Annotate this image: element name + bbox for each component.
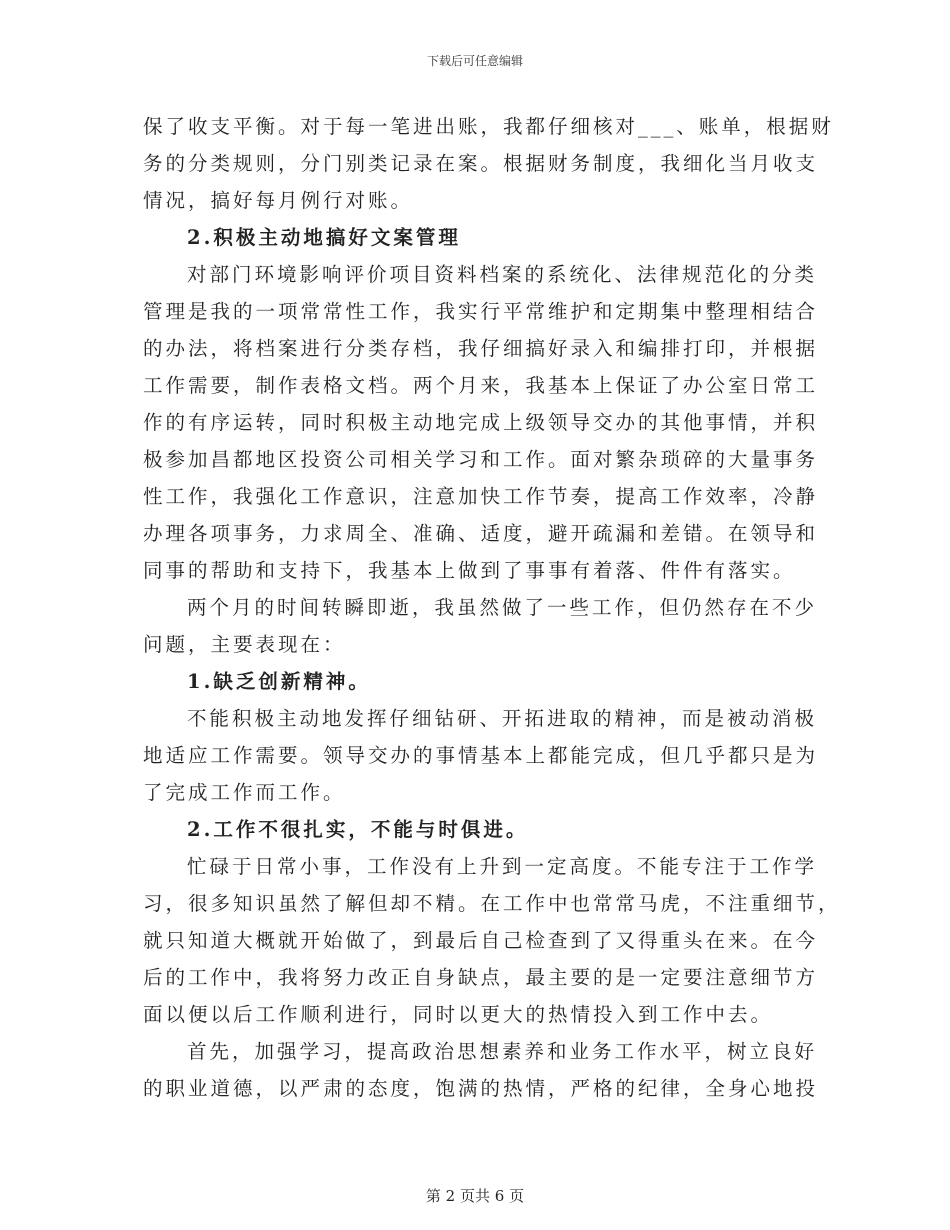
text-line: 地适应工作需要。领导交办的事情基本上都能完成，但几乎都只是为 bbox=[143, 744, 819, 767]
text-line: 的办法，将档案进行分类存档，我仔细搞好录入和编排打印，并根据 bbox=[143, 337, 819, 360]
text-line: 情况，搞好每月例行对账。 bbox=[143, 189, 414, 212]
text-line: 作的有序运转，同时积极主动地完成上级领导交办的其他事情，并积 bbox=[143, 411, 819, 434]
text-line: 了完成工作而工作。 bbox=[143, 781, 346, 804]
section-heading: 2.工作不很扎实，不能与时俱进。 bbox=[187, 818, 529, 841]
text-line: 办理各项事务，力求周全、准确、适度，避开疏漏和差错。在领导和 bbox=[143, 522, 819, 545]
text-line: 保了收支平衡。对于每一笔进出账，我都仔细核对___、账单，根据财 bbox=[143, 115, 834, 138]
body-text bbox=[143, 108, 841, 1107]
text-line: 同事的帮助和支持下，我基本上做到了事事有着落、件件有落实。 bbox=[143, 559, 796, 582]
text-line: 就只知道大概就开始做了，到最后自己检查到了又得重头在来。在今 bbox=[143, 929, 819, 952]
page-footer: 第 2 页共 6 页 bbox=[425, 1187, 525, 1205]
text-line: 工作需要，制作表格文档。两个月来，我基本上保证了办公室日常工 bbox=[143, 374, 819, 397]
text-line: 的职业道德，以严肃的态度，饱满的热情，严格的纪律，全身心地投 bbox=[143, 1077, 819, 1100]
text-line: 习，很多知识虽然了解但却不精。在工作中也常常马虎，不注重细节， bbox=[143, 892, 841, 915]
text-line: 不能积极主动地发挥仔细钻研、开拓进取的精神，而是被动消极 bbox=[187, 707, 818, 730]
text-line: 两个月的时间转瞬即逝，我虽然做了一些工作，但仍然存在不少 bbox=[187, 596, 818, 619]
section-heading: 1.缺乏创新精神。 bbox=[187, 670, 371, 693]
page-header: 下载后可任意编辑 bbox=[426, 54, 523, 68]
text-line: 对部门环境影响评价项目资料档案的系统化、法律规范化的分类 bbox=[187, 263, 818, 286]
text-line: 性工作，我强化工作意识，注意加快工作节奏，提高工作效率，冷静 bbox=[143, 485, 819, 508]
text-line: 首先，加强学习，提高政治思想素养和业务工作水平，树立良好 bbox=[187, 1040, 818, 1063]
text-line: 管理是我的一项常常性工作，我实行平常维护和定期集中整理相结合 bbox=[143, 300, 819, 323]
text-line: 问题，主要表现在： bbox=[143, 633, 346, 656]
section-heading: 2.积极主动地搞好文案管理 bbox=[187, 226, 461, 249]
text-line: 面以便以后工作顺利进行，同时以更大的热情投入到工作中去。 bbox=[143, 1003, 774, 1026]
text-line: 极参加昌都地区投资公司相关学习和工作。面对繁杂琐碎的大量事务 bbox=[143, 448, 819, 471]
text-line: 务的分类规则，分门别类记录在案。根据财务制度，我细化当月收支 bbox=[143, 152, 819, 175]
text-line: 后的工作中，我将努力改正自身缺点，最主要的是一定要注意细节方 bbox=[143, 966, 819, 989]
text-line: 忙碌于日常小事，工作没有上升到一定高度。不能专注于工作学 bbox=[187, 855, 818, 878]
